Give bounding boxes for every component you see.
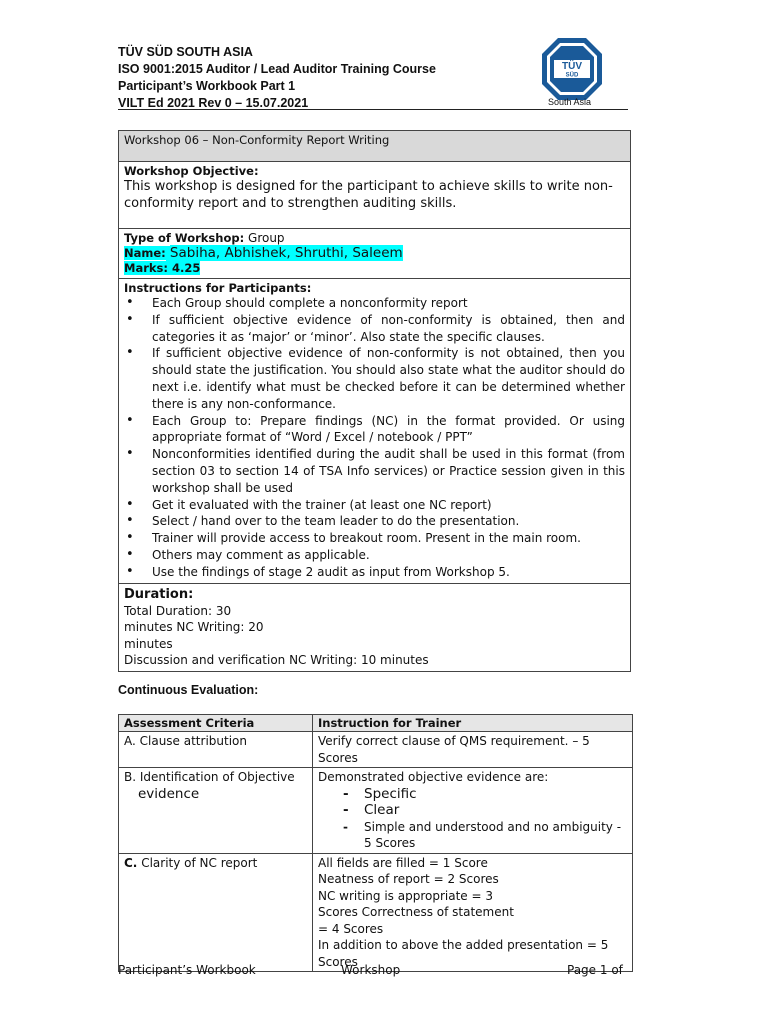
criteria-a: A. Clause attribution <box>119 732 313 768</box>
criteria-b <box>119 768 313 854</box>
footer-left: Participant’s Workbook <box>118 963 256 977</box>
instructions-label: Instructions for Participants: <box>124 281 312 295</box>
column-header-instruction: Instruction for Trainer <box>313 715 633 732</box>
footer-page: Page 1 of <box>567 963 623 977</box>
type-value: Group <box>248 231 285 245</box>
table-row <box>119 732 633 768</box>
evidence-list <box>318 786 627 852</box>
header-rule <box>118 109 628 110</box>
criteria-c-letter: C. <box>124 855 138 870</box>
list-item: - Clear <box>318 802 627 819</box>
criteria-c <box>119 853 313 972</box>
objective-label: Workshop Objective: <box>124 164 259 178</box>
instruction-item: • Trainer will provide access to breakout room. Present in the main room. <box>124 530 625 547</box>
evaluation-title: Continuous Evaluation: <box>118 683 259 697</box>
table-row <box>119 768 633 854</box>
objective-text: This workshop is designed for the participant to achieve skills to write non-conformity report and to strengthen auditing skills. <box>124 179 613 211</box>
duration-cell <box>119 583 631 671</box>
instruction-item: • Each Group should complete a nonconformity report <box>124 295 625 312</box>
column-header-criteria: Assessment Criteria <box>119 715 313 732</box>
instruction-item: • Use the findings of stage 2 audit as input from Workshop 5. <box>124 564 625 581</box>
instruction-c-line: In addition to above the added presentation = 5 Scores <box>318 938 609 969</box>
svg-text:SÜD: SÜD <box>565 72 579 79</box>
criteria-b-line1: B. Identification of Objective <box>124 770 295 784</box>
workshop-table <box>118 130 631 672</box>
header-course: ISO 9001:2015 Auditor / Lead Auditor Training Course <box>118 62 436 76</box>
duration-line: Total Duration: 30 <box>124 603 232 618</box>
instruction-c-line: All fields are filled = 1 Score <box>318 855 488 870</box>
instruction-item: • Get it evaluated with the trainer (at least one NC report) <box>124 497 625 514</box>
duration-line: Discussion and verification NC Writing: 10 minutes <box>124 653 429 668</box>
instruction-item: • If sufficient objective evidence of non-conformity is not obtained, then you should state the justification. You should also state what the auditor should do next i.e. identify what must be checked before it can be determined whether there is any non-conformance. <box>124 345 625 412</box>
instruction-c-line: = 4 Scores <box>318 921 384 936</box>
workshop-title: Workshop 06 – Non-Conformity Report Writing <box>119 131 631 162</box>
instruction-item: • Each Group to: Prepare findings (NC) in the format provided. Or using appropriate format of “Word / Excel / notebook / PPT” <box>124 413 625 447</box>
evaluation-table <box>118 714 633 972</box>
type-label: Type of Workshop: <box>124 231 245 245</box>
svg-text:TÜV: TÜV <box>562 61 582 72</box>
instruction-b <box>313 768 633 854</box>
criteria-b-line2: evidence <box>138 785 200 802</box>
footer-center: Workshop <box>341 963 401 977</box>
instructions-list <box>124 295 625 581</box>
criteria-c-label: Clarity of NC report <box>141 855 258 870</box>
instructions-cell <box>119 279 631 584</box>
duration-line: minutes <box>124 636 173 651</box>
name-label: Name: <box>124 246 166 260</box>
header-workbook: Participant’s Workbook Part 1 <box>118 79 296 93</box>
duration-label: Duration: <box>124 586 194 602</box>
name-value: Sabiha, Abhishek, Shruthi, Saleem <box>169 245 403 261</box>
instruction-c-line: Neatness of report = 2 Scores <box>318 872 499 886</box>
marks-label: Marks: 4.25 <box>124 261 201 275</box>
instruction-c <box>313 853 633 972</box>
instruction-c-line: Scores Correctness of statement <box>318 905 514 919</box>
list-item: - Simple and understood and no ambiguity - 5 Scores <box>318 819 627 852</box>
duration-line: minutes NC Writing: 20 <box>124 620 264 635</box>
instruction-b-intro: Demonstrated objective evidence are: <box>318 770 549 784</box>
instruction-item: • If sufficient objective evidence of non-conformity is obtained, then and categories it as ‘major’ or ‘minor’. Also state the specific clauses. <box>124 312 625 346</box>
table-row <box>119 853 633 972</box>
instruction-item: • Nonconformities identified during the audit shall be used in this format (from section 03 to section 14 of TSA Info services) or Practice session given in this workshop shall be used <box>124 446 625 496</box>
type-cell <box>119 229 631 279</box>
logo-caption: South Asia <box>548 97 592 107</box>
header-company: TÜV SÜD SOUTH ASIA <box>118 45 253 59</box>
instruction-c-line: NC writing is appropriate = 3 <box>318 888 493 903</box>
list-item: - Specific <box>318 786 627 803</box>
instruction-item: • Select / hand over to the team leader to do the presentation. <box>124 513 625 530</box>
instruction-item: • Others may comment as applicable. <box>124 547 625 564</box>
objective-cell <box>119 162 631 229</box>
header-edition: VILT Ed 2021 Rev 0 – 15.07.2021 <box>118 96 309 110</box>
instruction-a: Verify correct clause of QMS requirement. – 5 Scores <box>313 732 633 768</box>
